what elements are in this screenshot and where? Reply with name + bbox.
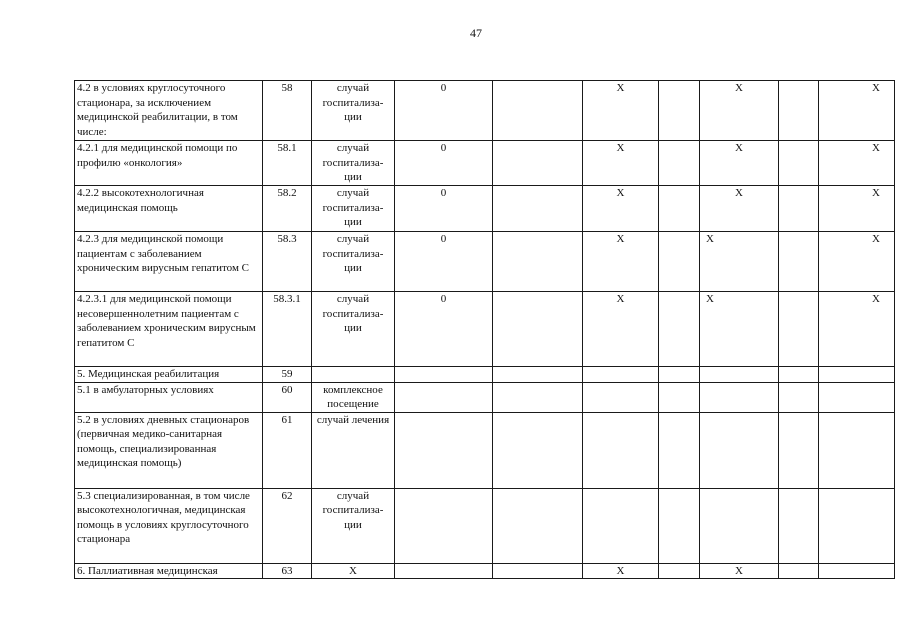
row-value: 0: [395, 232, 493, 292]
row-cell: [779, 367, 819, 383]
table-row: [75, 488, 895, 563]
row-value: 0: [395, 81, 493, 141]
table-row: [75, 292, 895, 367]
row-cell: [779, 563, 819, 579]
row-code: 58.2: [263, 186, 312, 232]
row-cross: Х: [583, 563, 659, 579]
indicator-table: [74, 80, 895, 579]
row-cell: [493, 81, 583, 141]
row-value: 0: [395, 141, 493, 186]
row-cross: Х: [819, 292, 895, 367]
row-cell: [659, 292, 700, 367]
row-cell: [819, 382, 895, 412]
row-cell: [659, 563, 700, 579]
row-cross: Х: [583, 186, 659, 232]
row-cell: [493, 382, 583, 412]
row-cell: [493, 141, 583, 186]
row-cell: [779, 292, 819, 367]
row-code: 58.1: [263, 141, 312, 186]
row-code: 60: [263, 382, 312, 412]
row-value: 0: [395, 292, 493, 367]
row-cell: [779, 382, 819, 412]
row-cross: Х: [700, 292, 779, 367]
row-name: 4.2 в условиях круглосуточного стационара, за исключением медицинской реабилитации, в том числе:: [75, 81, 263, 141]
row-cell: [659, 232, 700, 292]
row-cross: Х: [700, 81, 779, 141]
table-row: [75, 382, 895, 412]
row-name: 5.2 в условиях дневных стационаров (первичная медико-санитарная помощь, специализированная медицинская помощь): [75, 412, 263, 488]
row-value: [395, 367, 493, 383]
row-name: 4.2.3.1 для медицинской помощи несовершеннолетним пациентам с заболеванием хроническим вирусным гепатитом С: [75, 292, 263, 367]
row-cell: [700, 382, 779, 412]
row-cross: Х: [700, 563, 779, 579]
row-cell: [700, 412, 779, 488]
row-unit: комплексное посещение: [312, 382, 395, 412]
row-cell: [583, 382, 659, 412]
row-code: 58: [263, 81, 312, 141]
row-cell: [493, 232, 583, 292]
row-cross: Х: [700, 232, 779, 292]
row-cross: Х: [583, 232, 659, 292]
row-cell: [779, 232, 819, 292]
table-row: [75, 367, 895, 383]
row-unit: случай госпитализа-ции: [312, 186, 395, 232]
table-row: [75, 186, 895, 232]
row-cross: Х: [583, 292, 659, 367]
row-unit: случай госпитализа-ции: [312, 81, 395, 141]
table-row: [75, 232, 895, 292]
row-cell: [659, 141, 700, 186]
row-unit: случай госпитализа-ции: [312, 292, 395, 367]
row-cell: [700, 488, 779, 563]
row-cell: [659, 367, 700, 383]
row-name: 5. Медицинская реабилитация: [75, 367, 263, 383]
row-cell: [659, 488, 700, 563]
row-cell: [779, 141, 819, 186]
row-cell: [819, 367, 895, 383]
row-name: 6. Паллиативная медицинская: [75, 563, 263, 579]
row-unit: случай госпитализа-ции: [312, 141, 395, 186]
row-cell: [583, 367, 659, 383]
row-cell: [779, 412, 819, 488]
row-cross: Х: [819, 232, 895, 292]
row-cell: [700, 367, 779, 383]
row-name: 5.3 специализированная, в том числе высокотехнологичная, медицинская помощь в условиях круглосуточного стационара: [75, 488, 263, 563]
row-cross: Х: [819, 81, 895, 141]
row-unit: случай госпитализа-ции: [312, 232, 395, 292]
row-cross: Х: [700, 141, 779, 186]
row-code: 62: [263, 488, 312, 563]
table-row: [75, 412, 895, 488]
row-cross: Х: [700, 186, 779, 232]
row-cell: [493, 292, 583, 367]
row-cell: [659, 186, 700, 232]
row-cell: [493, 412, 583, 488]
table-row: [75, 81, 895, 141]
row-code: 58.3: [263, 232, 312, 292]
row-code: 58.3.1: [263, 292, 312, 367]
row-name: 4.2.3 для медицинской помощи пациентам с заболеванием хроническим вирусным гепатитом С: [75, 232, 263, 292]
row-cell: [493, 488, 583, 563]
row-cell: [659, 382, 700, 412]
row-value: [395, 382, 493, 412]
row-cell: [819, 412, 895, 488]
row-cross: Х: [819, 186, 895, 232]
row-cell: [493, 186, 583, 232]
row-code: 59: [263, 367, 312, 383]
row-name: 4.2.2 высокотехнологичная медицинская помощь: [75, 186, 263, 232]
row-code: 63: [263, 563, 312, 579]
row-unit: случай госпитализа-ции: [312, 488, 395, 563]
page-number: 47: [470, 26, 482, 40]
row-cell: [493, 563, 583, 579]
row-cell: [819, 488, 895, 563]
row-code: 61: [263, 412, 312, 488]
row-name: 4.2.1 для медицинской помощи по профилю «онкология»: [75, 141, 263, 186]
row-value: 0: [395, 186, 493, 232]
row-cell: [583, 488, 659, 563]
row-cell: [583, 412, 659, 488]
row-name: 5.1 в амбулаторных условиях: [75, 382, 263, 412]
row-value: [395, 488, 493, 563]
row-cell: [819, 563, 895, 579]
table-row: [75, 563, 895, 579]
row-cell: [659, 412, 700, 488]
row-cell: [493, 367, 583, 383]
row-unit: Х: [312, 563, 395, 579]
row-cell: [659, 81, 700, 141]
table-row: [75, 141, 895, 186]
row-cross: Х: [819, 141, 895, 186]
row-cross: Х: [583, 141, 659, 186]
row-cell: [779, 186, 819, 232]
row-value: [395, 563, 493, 579]
row-cell: [779, 81, 819, 141]
row-unit: [312, 367, 395, 383]
row-cross: Х: [583, 81, 659, 141]
row-value: [395, 412, 493, 488]
row-unit: случай лечения: [312, 412, 395, 488]
row-cell: [779, 488, 819, 563]
